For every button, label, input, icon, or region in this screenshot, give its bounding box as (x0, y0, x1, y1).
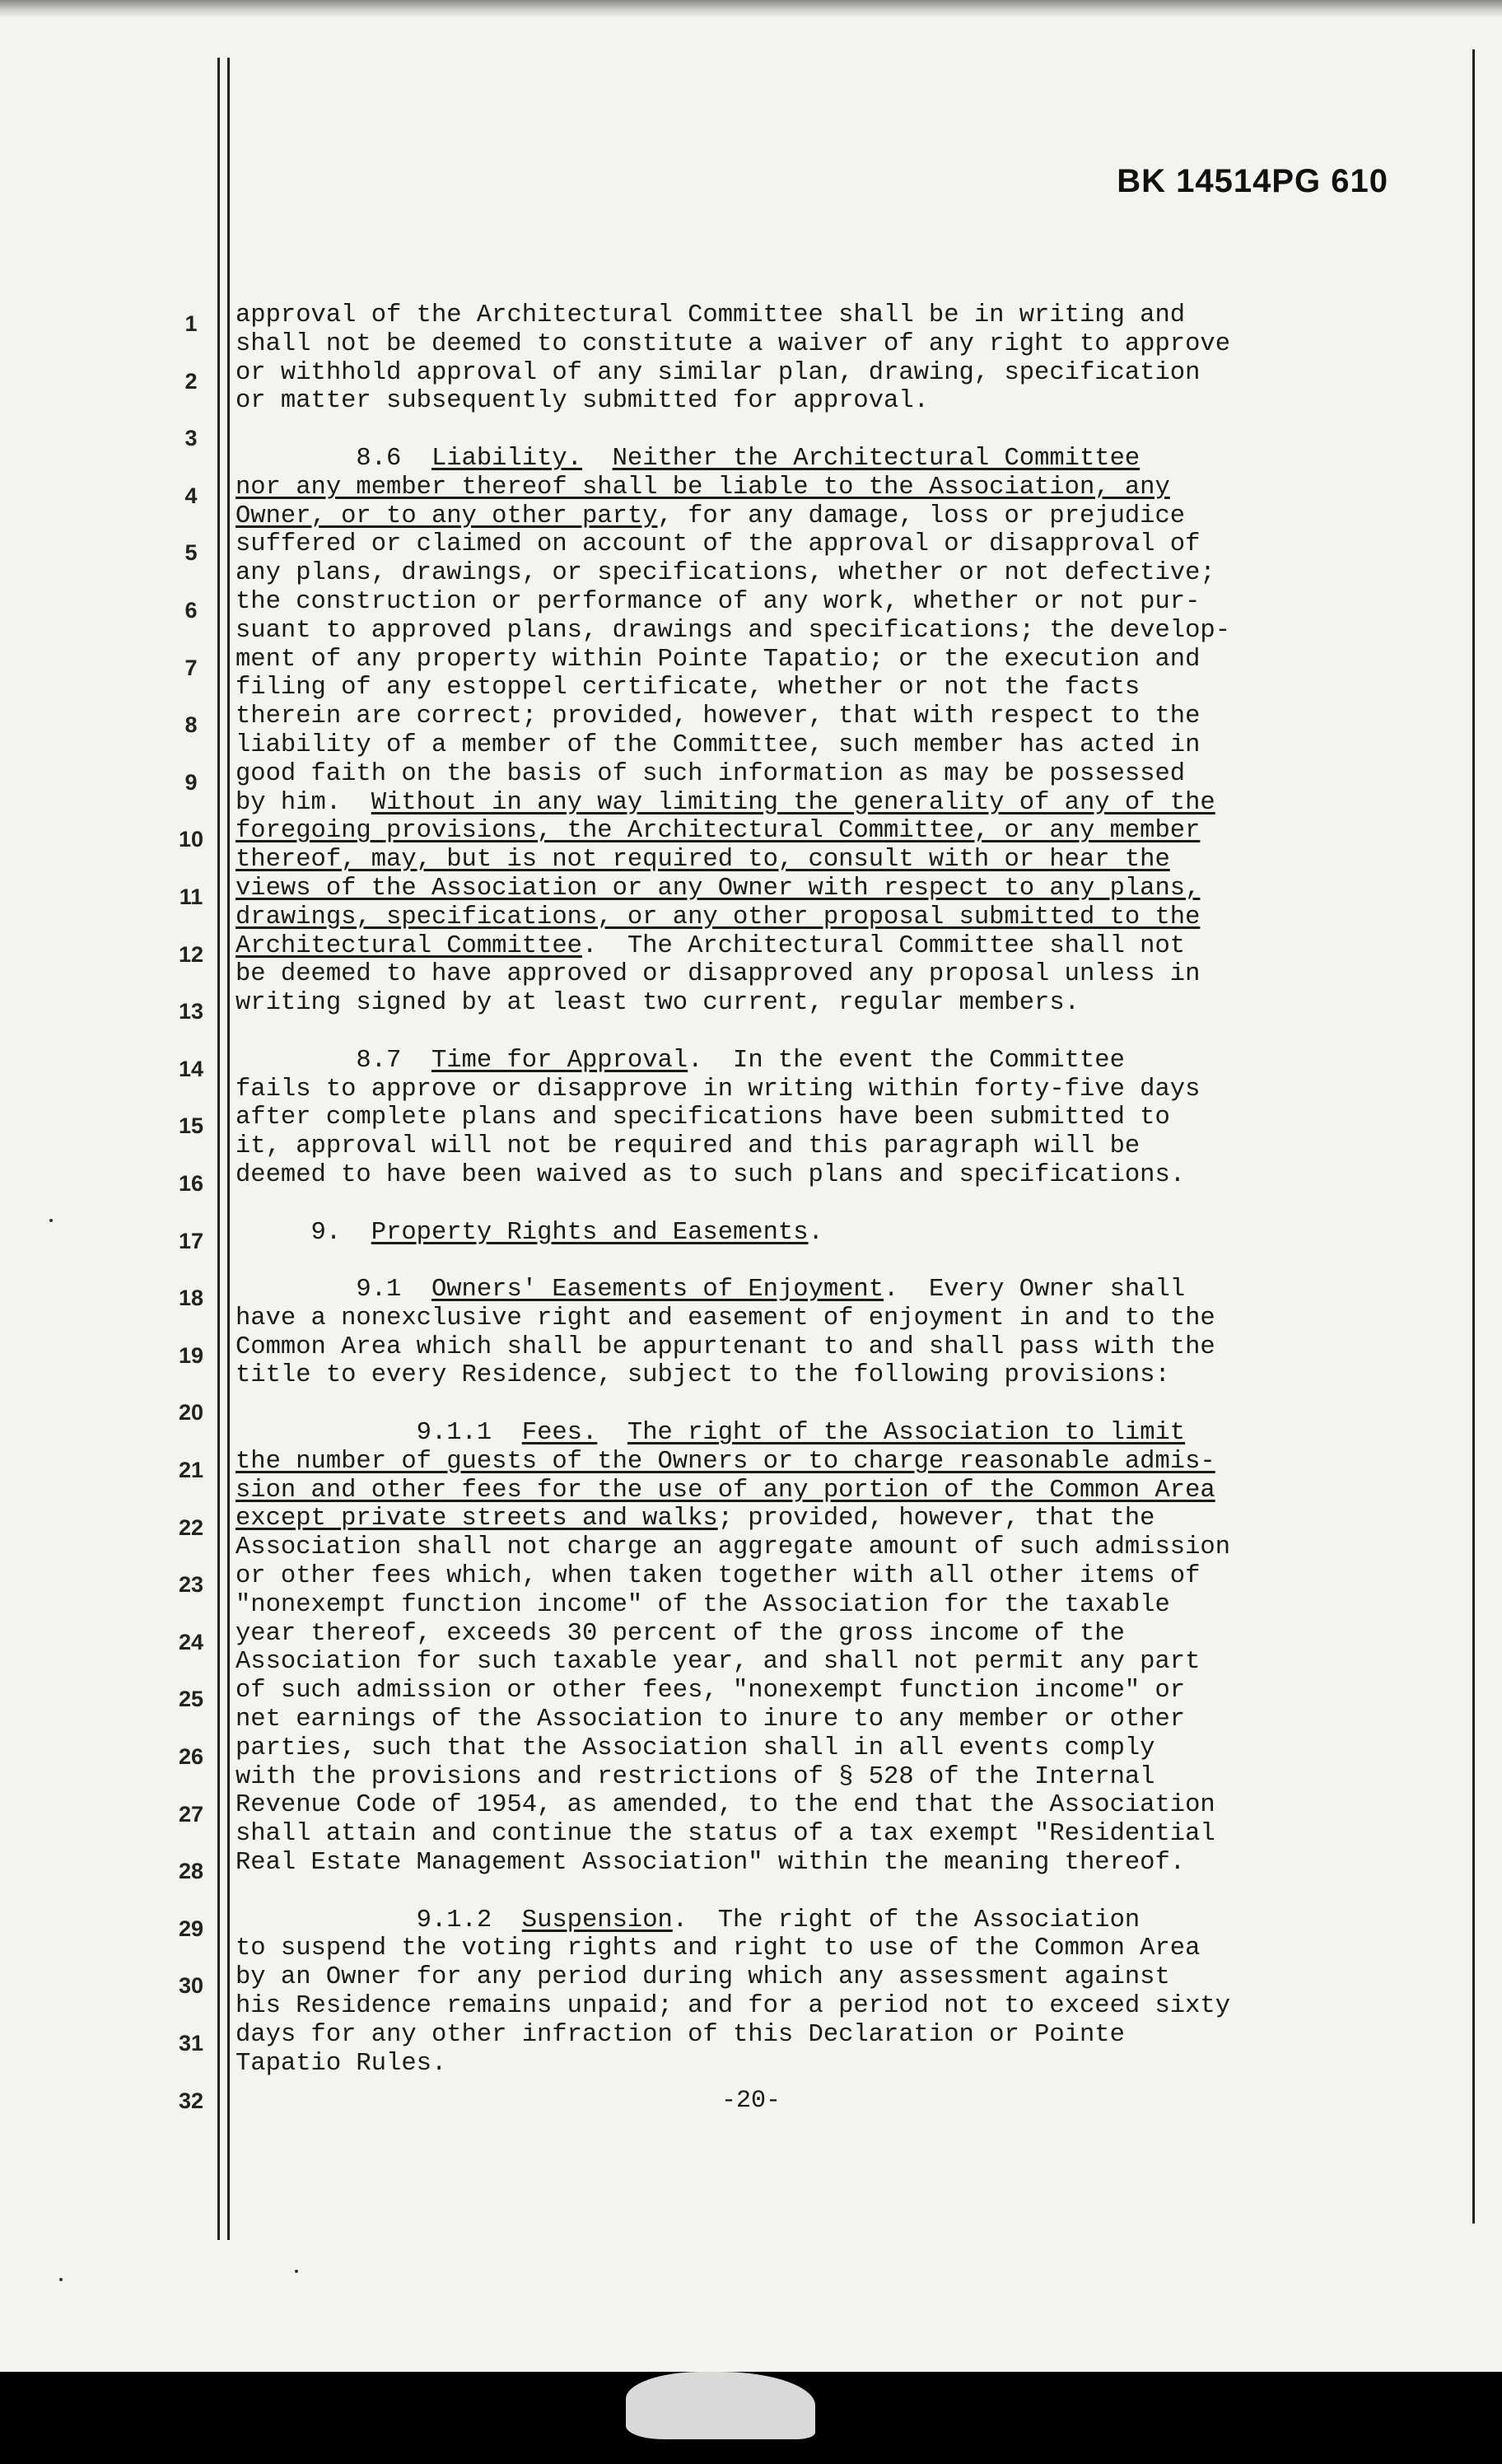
line-number: 28 (178, 1859, 204, 1884)
text-line: the construction or performance of any work, whether or not pur- (236, 587, 1201, 616)
text-line: 9. Property Rights and Easements. (236, 1218, 823, 1247)
line-number: 11 (179, 884, 203, 909)
text-line: writing signed by at least two current, regular members. (236, 989, 1080, 1018)
text-line: except private streets and walks; provided, however, that the (236, 1505, 1155, 1533)
text-line: approval of the Architectural Committee shall be in writing and (236, 301, 1186, 329)
text-line: shall attain and continue the status of a tax exempt "Residential (236, 1820, 1215, 1849)
line-number: 31 (178, 2031, 204, 2056)
text-line: 9.1.1 Fees. The right of the Association to limit (236, 1419, 1186, 1448)
line-number: 14 (178, 1056, 204, 1081)
text-line: fails to approve or disapprove in writing within forty-five days (236, 1075, 1201, 1104)
line-number: 4 (184, 483, 198, 508)
text-line: be deemed to have approved or disapproved any proposal unless in (236, 960, 1201, 989)
right-margin-rule (1472, 49, 1475, 2224)
text-line: Revenue Code of 1954, as amended, to the end that the Association (236, 1791, 1215, 1820)
line-number: 7 (184, 655, 198, 680)
document-body (236, 301, 1421, 2078)
text-line: suffered or claimed on account of the approval or disapproval of (236, 530, 1201, 559)
text-line: "nonexempt function income" of the Association for the taxable (236, 1590, 1170, 1619)
text-line: Common Area which shall be appurtenant to and shall pass with the (236, 1332, 1215, 1361)
line-number: 19 (178, 1342, 204, 1368)
text-line: therein are correct; provided, however, that with respect to the (236, 702, 1201, 731)
text-line: the number of guests of the Owners or to charge reasonable admis- (236, 1447, 1215, 1476)
text-line: Tapatio Rules. (236, 2049, 447, 2078)
text-line: parties, such that the Association shall in all events comply (236, 1734, 1155, 1762)
line-number: 10 (178, 827, 204, 852)
blank-line (236, 1190, 1421, 1219)
text-line: it, approval will not be required and this paragraph will be (236, 1132, 1140, 1161)
line-number: 24 (178, 1629, 204, 1654)
left-margin-rule-1 (217, 58, 220, 2240)
text-line: 9.1 Owners' Easements of Enjoyment. Every Owner shall (236, 1276, 1186, 1304)
scan-bottom-blot (626, 2372, 815, 2439)
line-number: 16 (178, 1171, 204, 1196)
line-number: 9 (184, 769, 198, 795)
line-number: 2 (184, 368, 198, 394)
scan-speck (295, 2270, 298, 2273)
line-number: 26 (178, 1744, 204, 1769)
text-line: year thereof, exceeds 30 percent of the gross income of the (236, 1619, 1125, 1648)
text-line: thereof, may, but is not required to, consult with or hear the (236, 846, 1170, 875)
blank-line (236, 1247, 1421, 1276)
line-number: 32 (178, 2088, 204, 2113)
line-number: 18 (178, 1286, 204, 1311)
text-line: Owner, or to any other party, for any damage, loss or prejudice (236, 502, 1186, 530)
text-line: have a nonexclusive right and easement of enjoyment in and to the (236, 1304, 1215, 1332)
line-number: 8 (184, 712, 198, 738)
text-line: deemed to have been waived as to such plans and specifications. (236, 1160, 1186, 1189)
blank-line (236, 1390, 1421, 1419)
line-number: 30 (178, 1973, 204, 1999)
text-line: title to every Residence, subject to the following provisions: (236, 1361, 1170, 1390)
line-number: 6 (184, 598, 198, 623)
text-line: 8.7 Time for Approval. In the event the Committee (236, 1046, 1125, 1075)
text-line: or matter subsequently submitted for approval. (236, 387, 929, 416)
line-number: 1 (184, 311, 198, 336)
text-line: Real Estate Management Association" within the meaning thereof. (236, 1849, 1186, 1878)
text-line: ment of any property within Pointe Tapatio; or the execution and (236, 645, 1201, 674)
line-number: 15 (178, 1113, 204, 1139)
line-number: 3 (184, 426, 198, 451)
blank-line (236, 416, 1421, 445)
text-line: nor any member thereof shall be liable to the Association, any (236, 473, 1170, 502)
page-number: -20- (721, 2087, 781, 2115)
line-number: 20 (178, 1400, 204, 1426)
text-line: after complete plans and specifications have been submitted to (236, 1104, 1170, 1132)
line-number: 29 (178, 1916, 204, 1941)
text-line: or other fees which, when taken together with all other items of (236, 1562, 1201, 1591)
text-line: Association shall not charge an aggregate amount of such admission (236, 1533, 1230, 1562)
scan-top-noise (0, 0, 1502, 18)
line-number: 25 (178, 1687, 204, 1712)
line-number: 5 (184, 540, 198, 566)
left-margin-rule-2 (227, 58, 230, 2240)
text-line: foregoing provisions, the Architectural Committee, or any member (236, 817, 1201, 846)
text-line: 9.1.2 Suspension. The right of the Association (236, 1906, 1140, 1934)
text-line: his Residence remains unpaid; and for a period not to exceed sixty (236, 1992, 1230, 2021)
text-line: any plans, drawings, or specifications, whether or not defective; (236, 559, 1215, 588)
line-number: 17 (178, 1228, 204, 1253)
scan-speck (59, 2278, 63, 2281)
line-number: 22 (178, 1514, 204, 1540)
blank-line (236, 1878, 1421, 1906)
text-line: drawings, specifications, or any other proposal submitted to the (236, 903, 1201, 931)
text-line: net earnings of the Association to inure to any member or other (236, 1706, 1186, 1734)
text-line: Association for such taxable year, and shall not permit any part (236, 1648, 1201, 1677)
text-line: to suspend the voting rights and right to use of the Common Area (236, 1934, 1201, 1963)
line-number: 27 (178, 1801, 204, 1827)
text-line: by him. Without in any way limiting the generality of any of the (236, 788, 1215, 817)
line-number: 13 (178, 999, 204, 1024)
text-line: with the provisions and restrictions of § 528 of the Internal (236, 1762, 1155, 1791)
scan-speck (49, 1219, 53, 1222)
text-line: of such admission or other fees, "nonexempt function income" or (236, 1677, 1186, 1706)
text-line: suant to approved plans, drawings and specifications; the develop- (236, 616, 1230, 645)
text-line: by an Owner for any period during which any assessment against (236, 1963, 1170, 1992)
line-number: 21 (178, 1458, 204, 1482)
text-line: liability of a member of the Committee, such member has acted in (236, 730, 1201, 759)
line-number: 23 (178, 1572, 204, 1598)
text-line: sion and other fees for the use of any portion of the Common Area (236, 1476, 1215, 1505)
blank-line (236, 1018, 1421, 1047)
text-line: days for any other infraction of this Declaration or Pointe (236, 2020, 1125, 2049)
text-line: 8.6 Liability. Neither the Architectural Committee (236, 444, 1140, 473)
text-line: views of the Association or any Owner with respect to any plans, (236, 874, 1201, 903)
text-line: Architectural Committee. The Architectural Committee shall not (236, 931, 1186, 960)
text-line: or withhold approval of any similar plan, drawing, specification (236, 358, 1201, 387)
text-line: filing of any estoppel certificate, whether or not the facts (236, 674, 1140, 702)
text-line: good faith on the basis of such information as may be possessed (236, 759, 1186, 788)
book-page-stamp: BK 14514PG 610 (1117, 163, 1388, 199)
text-line: shall not be deemed to constitute a waiver of any right to approve (236, 329, 1230, 358)
line-number: 12 (178, 941, 204, 967)
